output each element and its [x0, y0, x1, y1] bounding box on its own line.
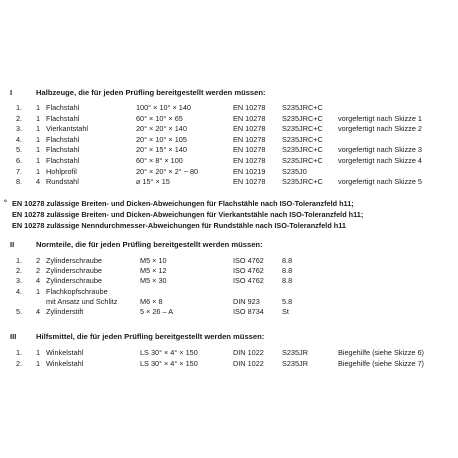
item-dim: LS 30° × 4° × 150	[140, 348, 198, 357]
item-norm: EN 10278	[233, 113, 266, 123]
item-dim: M5 × 12	[140, 266, 167, 276]
item-norm: EN 10278	[233, 103, 266, 112]
item-dim: 5 × 26 – A	[140, 307, 174, 316]
item-pos: 6.	[16, 156, 23, 165]
item-pos: 1.	[16, 103, 23, 112]
item-norm: ISO 4762	[233, 276, 264, 286]
section-3-number: III	[10, 332, 17, 341]
list-item	[0, 348, 458, 358]
item-pos: 2.	[16, 358, 23, 368]
item-dim: 20° × 15° × 140	[136, 145, 187, 155]
item-qty: 1	[36, 286, 41, 296]
item-qty: 1	[36, 166, 41, 176]
item-dim: LS 30° × 4° × 150	[140, 358, 198, 368]
item-norm: EN 10278	[233, 134, 266, 144]
item-mat: S235JRC+C	[282, 145, 323, 155]
item-name: Zylinderschraube	[46, 256, 102, 265]
list-item	[0, 156, 458, 166]
item-pos: 4.	[16, 134, 23, 144]
item-pos: 2.	[16, 266, 23, 276]
item-note: vorgefertigt nach Skizze 2	[338, 124, 422, 134]
item-dim: 20° × 20° × 140	[136, 124, 187, 134]
item-norm: ISO 4762	[233, 266, 264, 276]
item-dim: 100° × 10° × 140	[136, 103, 191, 112]
item-name: Zylinderstift	[46, 307, 84, 316]
tolerance-note-1: EN 10278 zulässige Breiten- und Dicken-Abweichungen für Flachstähle nach ISO-Toleranzfeld h11;	[12, 199, 354, 208]
section-3-title: Hilfsmittel, die für jeden Prüfling bereitgestellt werden müssen:	[36, 332, 265, 341]
item-qty: 1	[36, 103, 41, 112]
item-pos: 5.	[16, 145, 23, 155]
item-name: Zylinderschraube	[46, 276, 102, 286]
item-dim: M5 × 30	[140, 276, 167, 286]
item-pos: 4.	[16, 286, 23, 296]
item-dim: 20° × 10° × 105	[136, 134, 187, 144]
item-mat: S235JR	[282, 358, 308, 368]
item-name: Flachkopfschraube	[46, 286, 108, 296]
item-dim: ⌀ 15° × 15	[136, 177, 170, 187]
item-pos: 8.	[16, 177, 23, 187]
item-dim: 20° × 20° × 2° − 80	[136, 166, 199, 176]
list-item	[0, 103, 458, 113]
item-qty: 2	[36, 266, 41, 276]
item-qty: 4	[36, 177, 41, 187]
item-name: Hohlprofil	[46, 166, 77, 176]
item-dim: M6 × 8	[140, 296, 163, 306]
list-item	[0, 266, 458, 276]
item-mat: 5.8	[282, 296, 293, 306]
item-mat: S235JRC+C	[282, 103, 323, 112]
list-item	[0, 167, 458, 177]
item-norm: ISO 4762	[233, 256, 264, 265]
item-name: Rundstahl	[46, 177, 79, 187]
item-norm: DIN 1022	[233, 348, 264, 357]
item-name: Zylinderschraube	[46, 266, 102, 276]
list-item	[0, 287, 458, 297]
item-norm: ISO 8734	[233, 307, 264, 316]
item-mat: 8.8	[282, 276, 293, 286]
item-mat: S235JRC+C	[282, 124, 323, 134]
item-name: Flachstahl	[46, 134, 80, 144]
list-item	[0, 359, 458, 369]
item-name: Winkelstahl	[46, 348, 84, 357]
list-item	[0, 135, 458, 145]
list-item	[0, 256, 458, 266]
item-norm: EN 10278	[233, 177, 266, 187]
tolerance-marker: °	[4, 198, 7, 207]
item-name: Vierkantstahl	[46, 124, 89, 134]
item-mat: S235J0	[282, 166, 307, 176]
item-name: Flachstahl	[46, 145, 80, 155]
list-item	[0, 124, 458, 134]
item-name: Winkelstahl	[46, 358, 84, 368]
section-2-title: Normteile, die für jeden Prüfling bereitgestellt werden müssen:	[36, 240, 263, 249]
item-name: Flachstahl	[46, 156, 80, 165]
item-qty: 4	[36, 276, 41, 286]
item-norm: EN 10278	[233, 156, 266, 165]
tolerance-note-3: EN 10278 zulässige Nenndurchmesser-Abweichungen für Rundstähle nach ISO-Toleranzfeld h11	[12, 221, 346, 230]
item-pos: 3.	[16, 124, 23, 134]
item-norm: DIN 1022	[233, 358, 264, 368]
item-note: vorgefertigt nach Skizze 3	[338, 145, 422, 155]
list-item	[0, 307, 458, 317]
item-mat: 8.8	[282, 256, 293, 265]
list-item	[0, 297, 458, 307]
list-item	[0, 145, 458, 155]
item-qty: 1	[36, 348, 41, 357]
item-norm: EN 10219	[233, 166, 266, 176]
item-qty: 1	[36, 358, 41, 368]
item-mat: S235JRC+C	[282, 177, 323, 187]
tolerance-note-2: EN 10278 zulässige Breiten- und Dicken-Abweichungen für Vierkantstähle nach ISO-Toleranzfeld h11;	[12, 210, 364, 219]
item-qty: 1	[36, 113, 41, 123]
item-name: Flachstahl	[46, 113, 80, 123]
item-pos: 7.	[16, 166, 23, 176]
item-norm: EN 10278	[233, 145, 266, 155]
list-item	[0, 177, 458, 187]
item-dim: 60° × 10° × 65	[136, 113, 183, 123]
item-norm: EN 10278	[233, 124, 266, 134]
item-mat: S235JRC+C	[282, 113, 323, 123]
item-note: Biegehilfe (siehe Skizze 7)	[338, 358, 424, 368]
item-qty: 1	[36, 156, 41, 165]
item-mat: 8.8	[282, 266, 293, 276]
item-pos: 2.	[16, 113, 23, 123]
item-mat: St	[282, 307, 289, 316]
item-dim: 60° × 8° × 100	[136, 156, 183, 165]
list-item	[0, 276, 458, 286]
item-dim: M5 × 10	[140, 256, 167, 265]
item-note: vorgefertigt nach Skizze 4	[338, 156, 422, 165]
section-2-number: II	[10, 240, 15, 249]
item-qty: 2	[36, 256, 41, 265]
item-note: vorgefertigt nach Skizze 5	[338, 177, 422, 187]
item-mat: S235JR	[282, 348, 308, 357]
item-qty: 1	[36, 134, 41, 144]
item-pos: 1.	[16, 348, 23, 357]
item-pos: 5.	[16, 307, 23, 316]
list-item	[0, 114, 458, 124]
section-1-number: I	[10, 88, 13, 97]
item-qty: 1	[36, 124, 41, 134]
item-norm: DIN 923	[233, 296, 260, 306]
section-1-title: Halbzeuge, die für jeden Prüfling bereitgestellt werden müssen:	[36, 88, 266, 97]
item-name: mit Ansatz und Schlitz	[46, 296, 118, 306]
item-pos: 1.	[16, 256, 23, 265]
item-pos: 3.	[16, 276, 23, 286]
item-qty: 1	[36, 145, 41, 155]
item-qty: 4	[36, 307, 41, 316]
item-mat: S235JRC+C	[282, 156, 323, 165]
item-note: vorgefertigt nach Skizze 1	[338, 113, 422, 123]
item-note: Biegehilfe (siehe Skizze 6)	[338, 348, 424, 357]
item-mat: S235JRC+C	[282, 134, 323, 144]
item-name: Flachstahl	[46, 103, 80, 112]
